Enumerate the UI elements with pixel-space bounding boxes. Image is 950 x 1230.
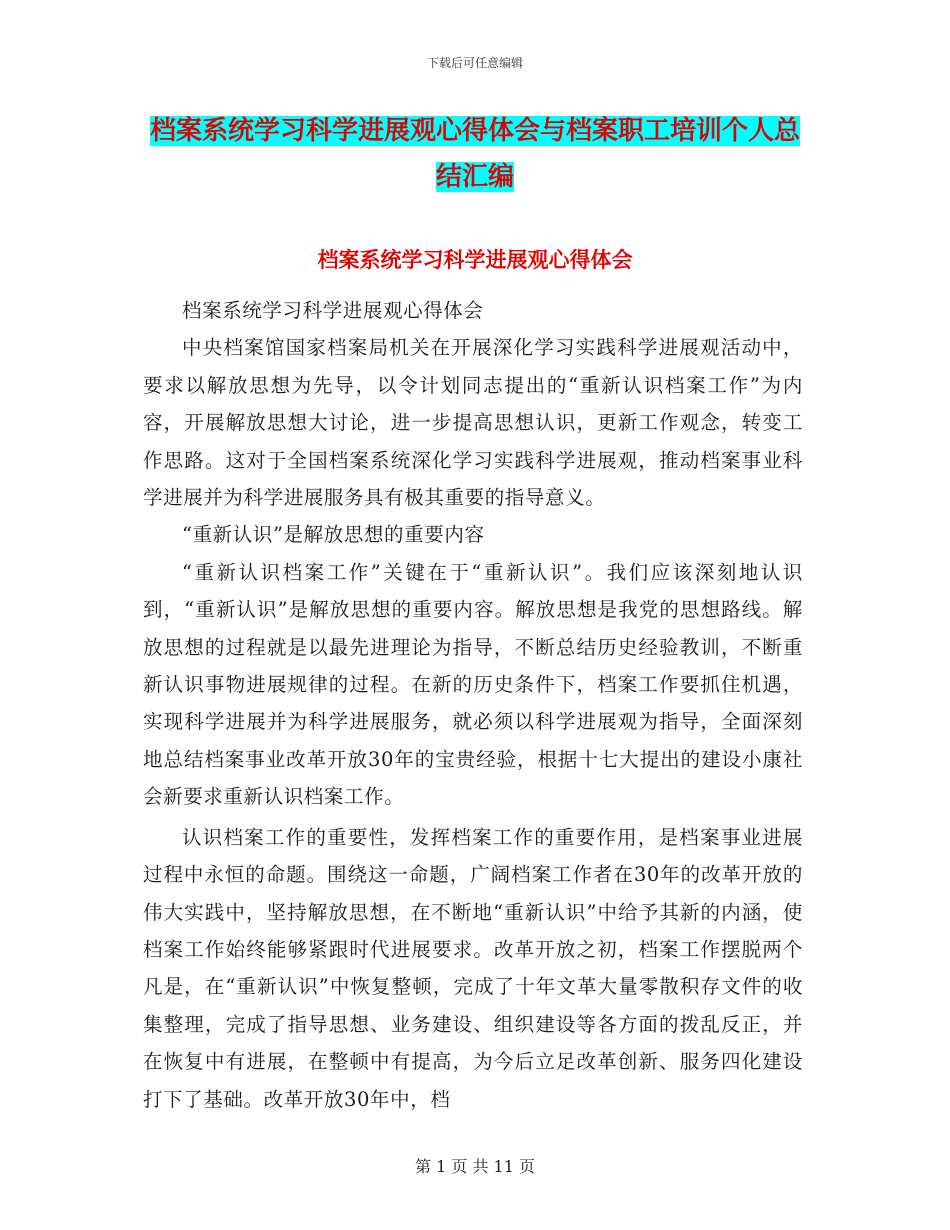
document-title-text: 档案系统学习科学进展观心得体会与档案职工培训个人总结汇编 <box>149 116 800 192</box>
paragraph: 中央档案馆国家档案局机关在开展深化学习实践科学进展观活动中，要求以解放思想为先导，以令计划同志提出的“重新认识档案工作”为内容，开展解放思想大讨论，进一步提高思想认识，更新工作观念，转变工作思路。这对于全国档案系统深化学习实践科学进展观，推动档案事业科学进展并为科学进展服务具有极其重要的指导意义。 <box>143 336 803 510</box>
paragraph-heading: “重新认识”是解放思想的重要内容 <box>182 523 485 547</box>
paragraph: “重新认识档案工作”关键在于“重新认识”。我们应该深刻地认识到，“重新认识”是解放思想的重要内容。解放思想是我党的思想路线。解放思想的过程就是以最先进理论为指导，不断总结历史经验教训，不断重新认识事物进展规律的过程。在新的历史条件下，档案工作要抓住机遇，实现科学进展并为科学进展服务，就必须以科学进展观为指导，全面深刻地总结档案事业改革开放30年的宝贵经验，根据十七大提出的建设小康社会新要求重新认识档案工作。 <box>143 560 803 809</box>
page-footer: 第 1 页 共 11 页 <box>415 1157 535 1176</box>
header-note: 下载后可任意编辑 <box>426 56 523 70</box>
paragraph: 档案系统学习科学进展观心得体会 <box>182 299 484 322</box>
paragraph: 认识档案工作的重要性，发挥档案工作的重要作用，是档案事业进展过程中永恒的命题。围绕这一命题，广阔档案工作者在30年的改革开放的伟大实践中，坚持解放思想，在不断地“重新认识”中给予其新的内涵，使档案工作始终能够紧跟时代进展要求。改革开放之初，档案工作摆脱两个凡是，在“重新认识”中恢复整顿，完成了十年文革大量零散积存文件的收集整理，完成了指导思想、业务建设、组织建设等各方面的拨乱反正，并在恢复中有进展，在整顿中有提高，为今后立足改革创新、服务四化建设打下了基础。改革开放30年中，档 <box>143 825 803 1111</box>
document-title <box>140 108 810 200</box>
body-text <box>143 292 803 1118</box>
section-title: 档案系统学习科学进展观心得体会 <box>317 248 633 272</box>
